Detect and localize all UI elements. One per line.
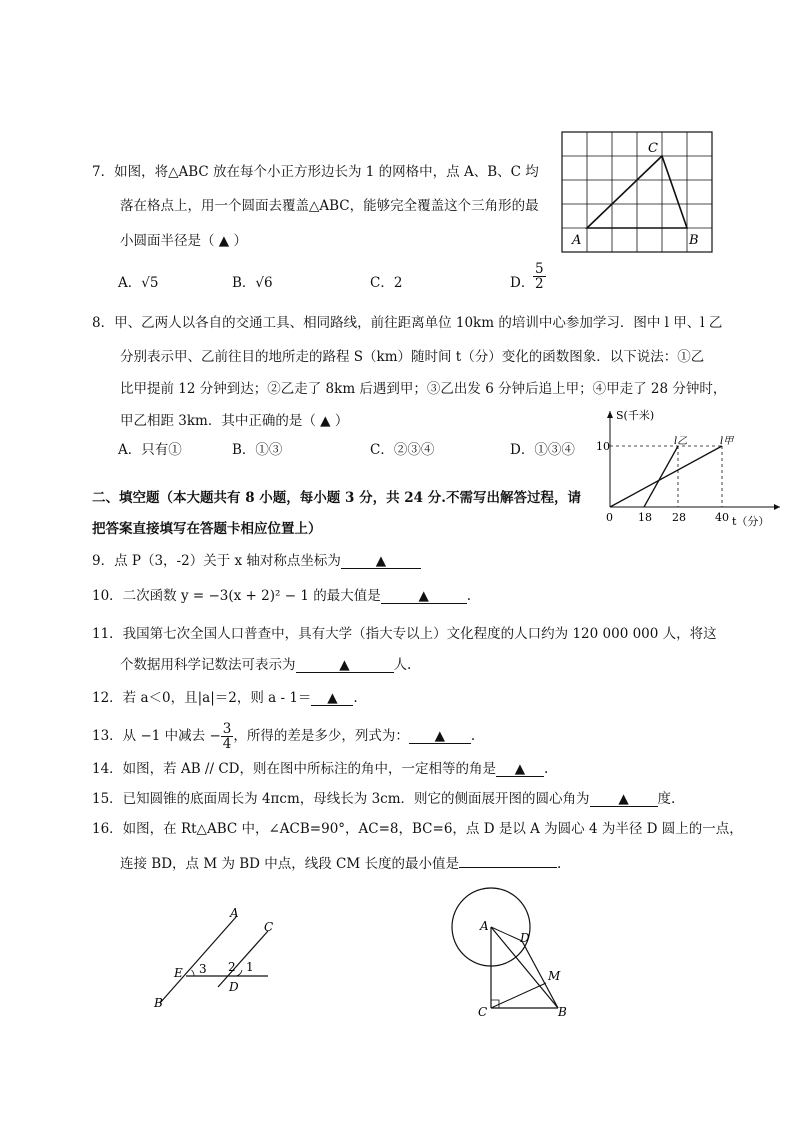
q7-option-c: C．2 — [370, 275, 403, 291]
q10-answer-blank — [381, 589, 467, 604]
angle-1-arc — [236, 970, 242, 976]
series-line-yi — [644, 446, 678, 507]
q8-line2: 分别表示甲、乙前往目的地所走的路程 S（km）随时间 t（分）变化的函数图象．以下说法：①乙 — [120, 349, 705, 365]
q14 — [92, 760, 548, 778]
q7-option-d-label: D． — [510, 275, 535, 291]
q12-answer-blank — [311, 691, 353, 706]
angle-1-label: 1 — [246, 960, 254, 974]
q7-option-d-fraction — [533, 262, 546, 291]
label-a: A — [572, 233, 582, 248]
label-d: D — [520, 931, 530, 945]
q12-mark-icon: ▲ — [327, 690, 338, 706]
q8-option-d: D．①③④ — [510, 442, 575, 458]
q7-line3: 小圆面半径是（ ▲ ） — [120, 233, 247, 249]
q12-text: 12．若 a＜0，且|a|＝2，则 a - 1＝ — [92, 690, 312, 706]
q13-mark-icon: ▲ — [434, 728, 446, 744]
graph-x-tick-0: 0 — [606, 511, 613, 524]
q7-option-d-numerator: 5 — [535, 261, 544, 277]
label-c: C — [648, 141, 658, 156]
q12 — [92, 689, 358, 707]
q13-post: . — [470, 728, 476, 744]
q15-text: 15．已知圆锥的底面周长为 4πcm，母线长为 3cm．则它的侧面展开图的圆心角为 — [92, 791, 590, 807]
angle-3-label: 3 — [199, 962, 207, 976]
graph-y-tick-10: 10 — [596, 440, 610, 453]
graph-x-tick-40: 40 — [715, 511, 729, 524]
graph-x-tick-28: 28 — [672, 511, 686, 524]
q7-option-d-denominator: 2 — [535, 276, 544, 292]
q16-figure — [440, 880, 580, 1020]
q15 — [92, 790, 675, 808]
q14-text: 14．如图，若 AB // CD，则在图中所标注的角中，一定相等的角是 — [92, 761, 496, 777]
q8-line1: 8．甲、乙两人以各自的交通工具、相同路线，前往距离单位 10km 的培训中心参加学习．图中 l 甲、l 乙 — [92, 315, 723, 331]
q7-line2: 落在格点上，用一个圆面去覆盖△ABC，能够完全覆盖这个三角形的最 — [120, 198, 539, 214]
q13-fraction — [221, 722, 234, 751]
q16-text: 连接 BD，点 M 为 BD 中点，线段 CM 长度的最小值是 — [120, 856, 460, 872]
q10-text: 10．二次函数 y = −3(x + 2)² − 1 的最大值是 — [92, 588, 381, 604]
q14-answer-blank — [496, 762, 544, 777]
q13-numerator: 3 — [222, 721, 232, 737]
q16-line2 — [120, 853, 561, 873]
q7-grid-figure — [560, 130, 716, 256]
series-line-jia — [610, 446, 722, 507]
q7-option-b: B．√6 — [232, 275, 273, 291]
q9-mark-icon: ▲ — [375, 553, 387, 569]
series-label-jia: l甲 — [720, 436, 734, 447]
q7-option-a: A．√5 — [118, 275, 159, 291]
q8-option-b: B．①③ — [232, 442, 283, 458]
graph-x-label: t（分） — [732, 515, 770, 528]
label-d: D — [229, 980, 239, 994]
q15-post: 度. — [657, 791, 676, 807]
q7-line1: 7．如图，将△ABC 放在每个小正方形边长为 1 的网格中，点 A、B、C 均 — [92, 164, 539, 180]
q15-answer-blank — [590, 792, 658, 807]
q15-mark-icon: ▲ — [618, 791, 629, 807]
q7-option-d — [510, 274, 534, 292]
series-label-yi: l乙 — [674, 436, 688, 447]
q8-distance-time-graph — [590, 405, 790, 530]
label-c: C — [264, 920, 274, 934]
q16-answer-blank — [459, 853, 557, 868]
segment-ad — [491, 927, 522, 941]
q14-post: . — [543, 761, 549, 777]
q13 — [92, 722, 475, 751]
right-angle-mark-icon — [491, 1000, 499, 1008]
q13-text: 13．从 −1 中减去 − — [92, 728, 221, 744]
graph-y-label: S(千米) — [616, 409, 655, 422]
q8-option-a: A．只有① — [118, 442, 182, 458]
line-cd — [218, 931, 268, 987]
label-e: E — [174, 966, 183, 980]
angle-2-label: 2 — [228, 960, 236, 974]
q10-post: . — [466, 588, 472, 604]
label-b: B — [558, 1005, 567, 1019]
angle-3-arc — [192, 970, 195, 976]
q10 — [92, 587, 471, 605]
section2-title-line2: 把答案直接填写在答题卡相应位置上） — [92, 521, 322, 537]
q16-line1: 16．如图，在 Rt△ABC 中，∠ACB=90°，AC=8，BC=6，点 D 是以 A 为圆心 4 为半径 D 圆上的一点， — [92, 821, 743, 837]
q13-mid: ，所得的差是多少，列式为： — [233, 728, 409, 744]
q11-line2 — [120, 656, 411, 674]
q9-answer-blank — [341, 554, 421, 569]
q11-text: 个数据用科学记数法可表示为 — [120, 657, 296, 673]
q12-post: . — [353, 690, 358, 706]
q11-post: 人. — [393, 657, 412, 673]
label-c: C — [478, 1005, 488, 1019]
label-b: B — [689, 233, 699, 248]
line-ab — [160, 917, 236, 1003]
q8-option-c: C．②③④ — [370, 442, 435, 458]
q13-denominator: 4 — [222, 736, 232, 752]
label-m: M — [548, 969, 561, 983]
q16-post: . — [557, 856, 562, 872]
q9-text: 9．点 P（3，-2）关于 x 轴对称点坐标为 — [92, 553, 341, 569]
q11-line1: 11．我国第七次全国人口普查中，具有大学（指大专以上）文化程度的人口约为 120 000 000 人，将这 — [92, 626, 717, 642]
label-b: B — [154, 996, 163, 1010]
q8-line3: 比甲提前 12 分钟到达；②乙走了 8km 后遇到甲；③乙出发 6 分钟后追上甲；④甲走了 28 分钟时， — [120, 381, 727, 397]
section2-title-line1: 二、填空题（本大题共有 8 小题，每小题 3 分，共 24 分.不需写出解答过程，请 — [92, 490, 581, 506]
label-a: A — [230, 906, 239, 920]
q13-answer-blank — [409, 729, 471, 744]
graph-x-tick-18: 18 — [638, 511, 652, 524]
x-axis-arrow-icon — [774, 504, 780, 510]
q10-mark-icon: ▲ — [418, 588, 429, 604]
q11-mark-icon: ▲ — [339, 657, 350, 673]
q9 — [92, 552, 421, 570]
q11-answer-blank — [296, 658, 394, 673]
q14-figure — [140, 905, 300, 1015]
y-axis-arrow-icon — [607, 411, 613, 418]
q8-line4: 甲乙相距 3km．其中正确的是（ ▲ ） — [120, 413, 349, 429]
q14-mark-icon: ▲ — [514, 761, 526, 777]
label-a: A — [480, 919, 489, 933]
